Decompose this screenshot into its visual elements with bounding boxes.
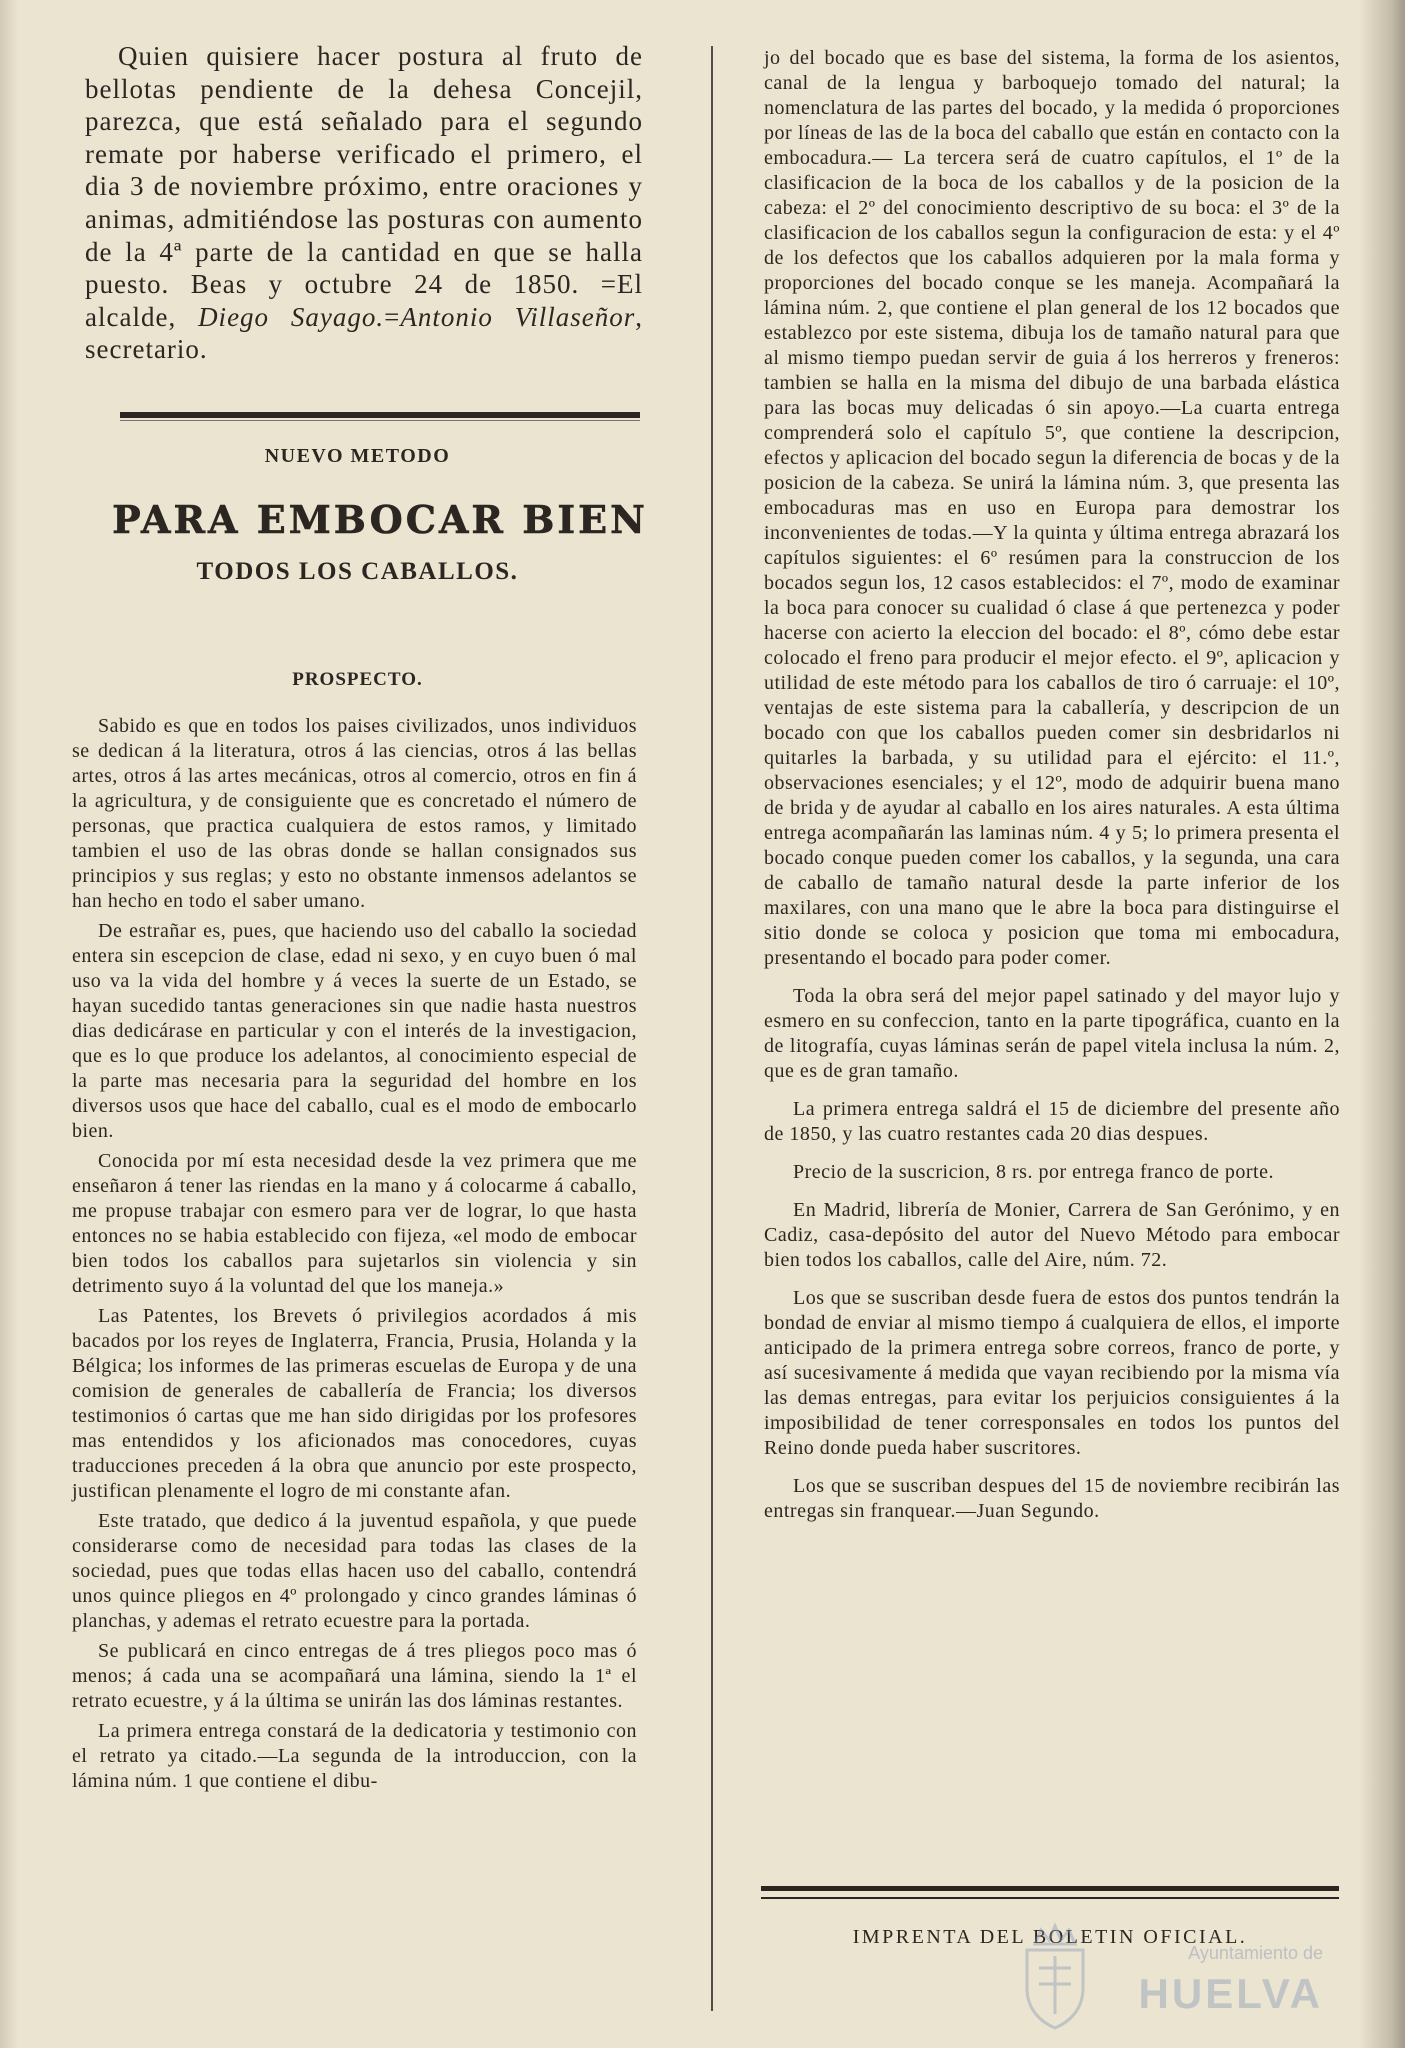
body-paragraph: Toda la obra será del mejor papel satinado y del mayor lujo y esmero en su confeccion, tanto en la parte tipográfica, cuanto en la de litografía, cuyas láminas serán de papel vitela inclusa la núm. 2, que es de gran tamaño. [764,985,1340,1082]
notice-signer-alcalde: Diego Sayago. [198,301,385,332]
body-paragraph: Los que se suscriban despues del 15 de noviembre recibirán las entregas sin franquear.—Juan Segundo. [764,1475,1340,1522]
body-paragraph: Sabido es que en todos los paises civilizados, unos individuos se dedican á la literatura, otros á las ciencias, otros á las bellas artes, otros á las artes mecánicas, otros al comercio, otros en fin á la agricultura, y de consiguiente que es concretado el número de personas, que practica cualquiera de estos ramos, y limitado tambien el uso de las obras donde se hallan consignados sus principios y sus reglas; y esto no obstante inmensos adelantos se han hecho en todo el saber umano. [72,715,637,912]
notice-text: Quien quisiere hacer postura al fruto de bellotas pendiente de la dehesa Concejil, parezca, que está señalado para el segundo remate por haberse verificado el primero, el dia 3 de noviembre próximo, entre oraciones y animas, admitiéndose las posturas con aumento de la 4ª parte de la cantidad en que se halla puesto. Beas y octubre 24 de 1850. =El alcalde, [85,41,643,332]
watermark-line1: Ayuntamiento de [1188,1943,1323,1963]
body-paragraph: Se publicará en cinco entregas de á tres pliegos poco mas ó menos; á cada una se acompañará una lámina, siendo la 1ª el retrato ecuestre, y á la última se unirán las dos láminas restantes. [72,1640,637,1712]
prospectus-headline: PARA EMBOCAR BIEN [112,497,648,542]
body-paragraph: Los que se suscriban desde fuera de estos dos puntos tendrán la bondad de enviar al mismo tiempo á cualquiera de ellos, el importe anticipado de la primera entrega sobre correos, franco de porte, y así sucesivamente á medida que vayan recibiendo por la misma vía las demas entregas, para evitar los perjuicios consiguientes á la imposibilidad de tener corresponsales en todos los puntos del Reino donde pueda haber suscritores. [764,1287,1340,1459]
body-paragraph-continued: jo del bocado que es base del sistema, la forma de los asientos, canal de la lengua y barboquejo tomado del natural; la nomenclatura de las partes del bocado, y la medida ó proporciones por líneas de las de la boca del caballo que están en contacto con la embocadura.— La tercera será de cuatro capítulos, el 1º de la clasificacion de la boca de los caballos y de la posicion de la cabeza: el 2º del conocimiento descriptivo de su boca: el 3º de la clasificacion de los caballos segun la configuracion de esta: y el 4º de los defectos que los caballos adquieren por la mala forma y proporciones del bocado conque se les maneja. Acompañará la lámina núm. 2, que contiene el plan general de los 12 bocados que establezco por este sistema, dibuja los de tamaño natural para que al mismo tiempo puedan servir de guia á los herreros y freneros: tambien se halla en la misma del dibujo de una barbada elástica para las bocas muy delicadas ó sin apoyo.—La cuarta entrega comprenderá solo el capítulo 5º, que contiene la descripcion, efectos y aplicacion del bocado segun la diferencia de bocas y de la posicion de la cabeza. Se unirá la lámina núm. 3, que presenta las embocaduras mas en uso en Europa para demostrar los inconvenientes de todas.—Y la quinta y última entrega abrazará los capítulos siguientes: el 6º resúmen para la construccion de los bocados segun los, 12 casos establecidos: el 7º, modo de examinar la boca para conocer su cualidad ó clase á que pertenezca y poder hacerse con acierto la eleccion del bocado: el 8º, cómo debe estar colocado el freno para producir el mejor efecto. el 9º, aplicacion y utilidad de este método para los caballos de tiro ó carruaje: el 10º, ventajas de este sistema para la caballería, y descripcion de un bocado con que los caballos pueden comer sin desbridarlos ni quitarles la barbada, y su utilidad para el ejército: el 11.º, observaciones esenciales; y el 12º, modo de adquirir buena mano de brida y de ayudar al caballo en los aires naturales. A esta última entrega acompañarán las laminas núm. 4 y 5; lo primera presenta el bocado conque pueden comer los caballos, y la segunda, una cara de caballo de tamaño natural desde la parte inferior de los maxilares, con una mano que le abre la boca para distinguirse el sitio donde se coloca y posicion que toma mi embocadura, presentando el bocado para poder comer. [764,47,1340,969]
prospectus-section-title: PROSPECTO. [292,669,423,690]
footer-rule-thick [761,1886,1339,1891]
right-column-body [764,46,1340,1537]
left-column-body [72,714,637,1799]
body-paragraph: En Madrid, librería de Monier, Carrera de San Gerónimo, y en Cadiz, casa-depósito del autor del Nuevo Método para embocar bien todos los caballos, calle del Aire, núm. 72. [764,1199,1340,1271]
notice-separator: = [384,301,401,332]
notice-closing: , secretario. [85,301,643,365]
notice-signer-secretario: Antonio Villaseñor [400,301,636,332]
prospectus-subhead: TODOS LOS CABALLOS. [196,558,519,585]
page-edge-shadow-right [1359,0,1405,2048]
auction-notice [85,40,643,366]
section-rule-fine [120,420,640,421]
section-rule [120,412,640,418]
body-paragraph: La primera entrega constará de la dedicatoria y testimonio con el retrato ya citado.—La segunda de la introduccion, con la lámina núm. 1 que contiene el dibu- [72,1720,637,1792]
body-paragraph: Precio de la suscricion, 8 rs. por entrega franco de porte. [793,1161,1274,1183]
body-paragraph: Las Patentes, los Brevets ó privilegios acordados á mis bacados por los reyes de Inglaterra, Francia, Prusia, Holanda y la Bélgica; los informes de las primeras escuelas de Europa y de una comision de generales de caballería de Francia; los diversos testimonios ó cartas que me han sido dirigidas por los profesores mas entendidos y los aficionados mas conocedores, cuyas traducciones preceden á la obra que anuncio por este prospecto, justifican plenamente el logro de mi constante afan. [72,1305,637,1502]
footer-rule-thin [761,1897,1339,1899]
printer-imprint: IMPRENTA DEL BOLETIN OFICIAL. [852,1926,1248,1948]
body-paragraph: La primera entrega saldrá el 15 de diciembre del presente año de 1850, y las cuatro restantes cada 20 dias despues. [764,1098,1340,1145]
page-edge-shadow-left [0,0,18,2048]
body-paragraph: Este tratado, que dedico á la juventud española, y que puede considerarse como de necesidad para todas las clases de la sociedad, pues que todas ellas hacen uso del caballo, contendrá unos quince pliegos en 4º prolongado y cinco grandes láminas ó planchas, y ademas el retrato ecuestre para la portada. [72,1510,637,1632]
body-paragraph: Conocida por mí esta necesidad desde la vez primera que me enseñaron á tener las riendas en la mano y á colocarme á caballo, me propuse trabajar con esmero para ver de lograr, lo que hasta entonces no se habia establecido con fijeza, «el modo de embocar bien todos los caballos para sujetarlos sin violencia y sin detrimento suyo á la voluntad del que los maneja.» [72,1150,637,1297]
municipal-crest-icon [1005,1922,1105,2034]
column-divider [711,46,713,2011]
prospectus-kicker: NUEVO METODO [264,445,451,467]
watermark-line2: HUELVA [1138,1970,1323,2017]
body-paragraph: De estrañar es, pues, que haciendo uso del caballo la sociedad entera sin escepcion de clase, edad ni sexo, y en cuyo buen ó mal uso va la vida del hombre y á veces la suerte de un Estado, se hayan sucedido tantas generaciones sin que nadie hasta nuestros dias dedicárase en particular y con el interés de la investigacion, que es lo que produce los adelantos, al conocimiento especial de la parte mas necesaria para la seguridad del hombre en los diversos usos que hace del caballo, cual es el modo de embocarlo bien. [72,920,637,1142]
